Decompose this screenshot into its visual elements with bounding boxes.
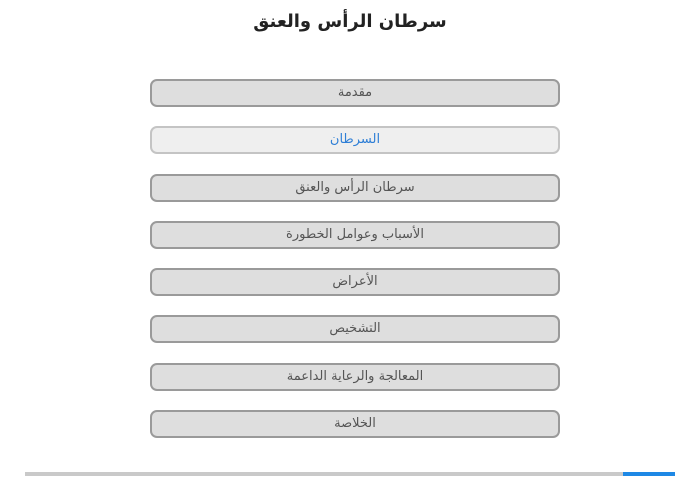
progress-bar [25, 472, 675, 476]
page-title: سرطان الرأس والعنق [253, 11, 447, 32]
menu-item-symptoms[interactable]: الأعراض [150, 268, 560, 296]
menu-item-cancer[interactable]: السرطان [150, 126, 560, 154]
menu-item-diagnosis[interactable]: التشخيص [150, 315, 560, 343]
chapter-menu [150, 79, 560, 457]
menu-item-summary[interactable]: الخلاصة [150, 410, 560, 438]
menu-item-causes-risk-factors[interactable]: الأسباب وعوامل الخطورة [150, 221, 560, 249]
progress-bar-fill [623, 472, 675, 476]
menu-item-introduction[interactable]: مقدمة [150, 79, 560, 107]
menu-item-treatment-care[interactable]: المعالجة والرعاية الداعمة [150, 363, 560, 391]
menu-item-head-neck-cancer[interactable]: سرطان الرأس والعنق [150, 174, 560, 202]
